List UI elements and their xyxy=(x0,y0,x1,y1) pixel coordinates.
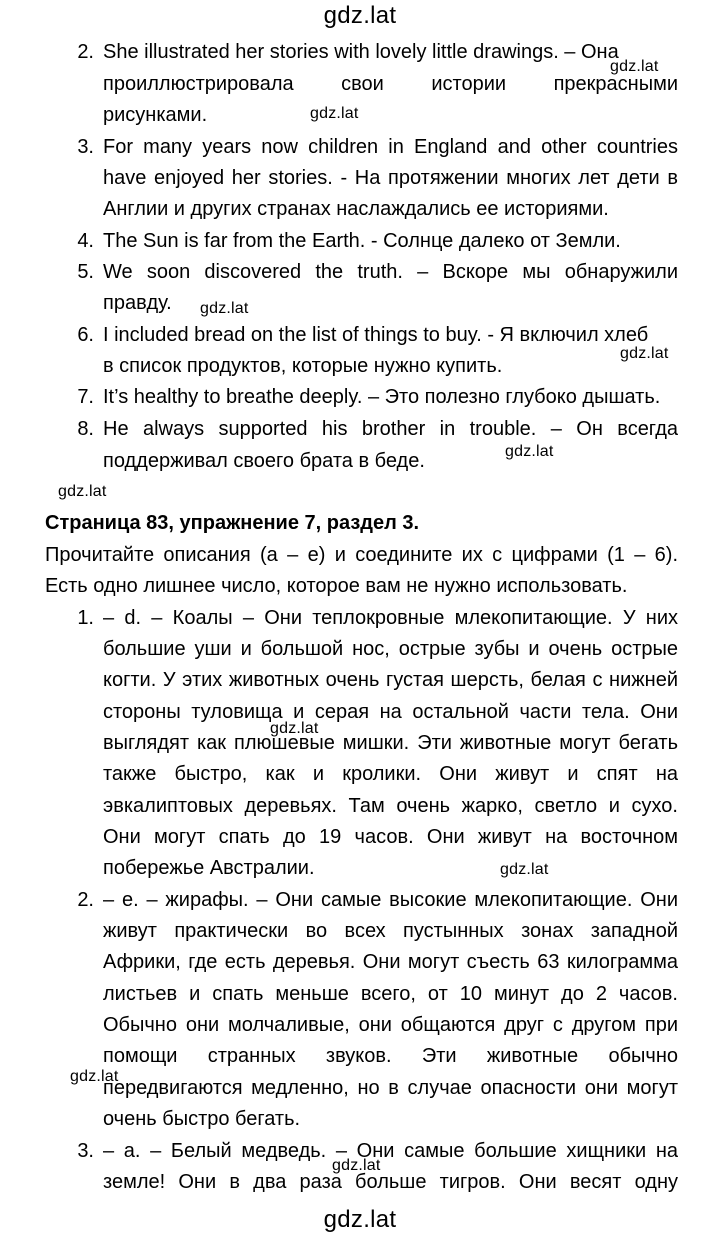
item-line: выглядят как плюшевые мишки. Эти животные могут бегать xyxy=(103,732,678,754)
item-line: живут практически во всех пустынных зонах западной xyxy=(103,920,678,942)
item-line: очень быстро бегать. xyxy=(103,1108,301,1130)
item-line: I included bread on the list of things to buy. - Я включил хлеб xyxy=(103,324,649,346)
instruction-line: Прочитайте описания (a – e) и соедините их с цифрами (1 – 6). xyxy=(45,544,678,566)
watermark: gdz.lat xyxy=(310,105,359,122)
page-header: gdz.lat xyxy=(323,2,397,29)
item-line: It’s healthy to breathe deeply. – Это полезно глубоко дышать. xyxy=(103,386,661,408)
item-line: правду. xyxy=(103,292,172,314)
watermark: gdz.lat xyxy=(200,300,249,317)
item-line: He always supported his brother in trouble. – Он всегда xyxy=(103,418,678,440)
watermark: gdz.lat xyxy=(332,1157,381,1174)
item-line: рисунками. xyxy=(103,104,208,126)
item-line: Африки, где есть деревья. Они могут съесть 63 килограмма xyxy=(103,951,678,973)
item-line: have enjoyed her stories. - На протяжении многих лет дети в xyxy=(103,167,678,189)
item-line: For many years now children in England and other countries xyxy=(103,136,678,158)
item-number: 8. xyxy=(77,418,94,440)
item-number: 1. xyxy=(77,607,94,629)
instruction-line: Есть одно лишнее число, которое вам не нужно использовать. xyxy=(45,575,628,597)
page-footer: gdz.lat xyxy=(323,1206,397,1233)
item-number: 4. xyxy=(77,230,94,252)
item-number: 5. xyxy=(77,261,94,283)
item-line: передвигаются медленно, но в случае опасности они могут xyxy=(103,1077,678,1099)
item-line: большие уши и большой нос, острые зубы и очень острые xyxy=(103,638,678,660)
item-line: листьев и спать меньше всего, от 10 минут до 2 часов. xyxy=(103,983,678,1005)
watermark: gdz.lat xyxy=(270,720,319,737)
item-line: – d. – Коалы – Они теплокровные млекопитающие. У них xyxy=(103,607,678,629)
item-line: проиллюстрировала свои истории прекрасными xyxy=(103,73,678,95)
item-line: Англии и других странах наслаждались ее историями. xyxy=(103,198,609,220)
item-line: в список продуктов, которые нужно купить. xyxy=(103,355,503,377)
item-line: – a. – Белый медведь. – Они самые большие хищники на xyxy=(103,1140,678,1162)
watermark: gdz.lat xyxy=(610,58,659,75)
item-number: 6. xyxy=(77,324,94,346)
item-line: поддерживал своего брата в беде. xyxy=(103,450,425,472)
item-line: She illustrated her stories with lovely little drawings. – Она xyxy=(103,41,619,63)
watermark: gdz.lat xyxy=(505,443,554,460)
item-line: также быстро, как и кролики. Они живут и спят на xyxy=(103,763,678,785)
item-line: эвкалиптовых деревьях. Там очень жарко, светло и сухо. xyxy=(103,795,678,817)
item-line: помощи странных звуков. Эти животные обычно xyxy=(103,1045,678,1067)
item-number: 3. xyxy=(77,136,94,158)
item-number: 3. xyxy=(77,1140,94,1162)
item-line: Обычно они молчаливые, они общаются друг с другом при xyxy=(103,1014,678,1036)
item-line: земле! Они в два раза больше тигров. Они весят одну xyxy=(103,1171,678,1193)
watermark: gdz.lat xyxy=(500,861,549,878)
item-line: We soon discovered the truth. – Вскоре мы обнаружили xyxy=(103,261,678,283)
item-number: 2. xyxy=(77,889,94,911)
item-number: 2. xyxy=(77,41,94,63)
item-line: – e. – жирафы. – Они самые высокие млекопитающие. Они xyxy=(103,889,678,911)
item-line: побережье Австралии. xyxy=(103,857,315,879)
watermark: gdz.lat xyxy=(58,483,107,500)
item-line: Они могут спать до 19 часов. Они живут на восточном xyxy=(103,826,678,848)
item-line: стороны туловища и серая на остальной части тела. Они xyxy=(103,701,678,723)
section-heading: Страница 83, упражнение 7, раздел 3. xyxy=(45,512,420,534)
watermark: gdz.lat xyxy=(70,1068,119,1085)
item-line: когти. У этих животных очень густая шерсть, белая с нижней xyxy=(103,669,678,691)
item-line: The Sun is far from the Earth. - Солнце далеко от Земли. xyxy=(103,230,621,252)
item-number: 7. xyxy=(77,386,94,408)
watermark: gdz.lat xyxy=(620,345,669,362)
